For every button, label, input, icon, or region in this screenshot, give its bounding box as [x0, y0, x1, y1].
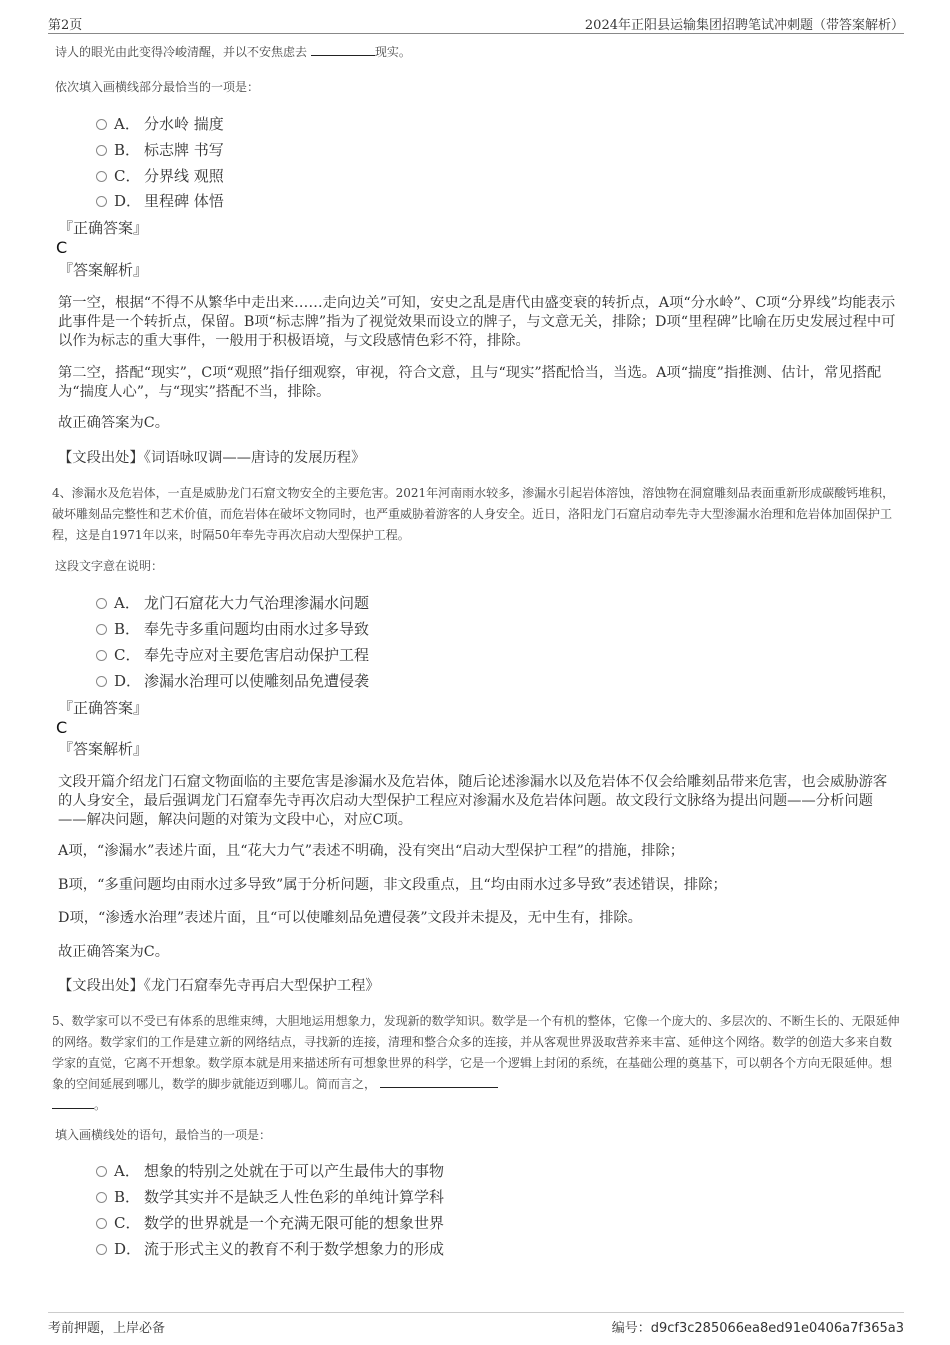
q3-analysis-p1: 第一空，根据“不得不从繁华中走出来……走向边关”可知，安史之乱是唐代由盛变衰的转折点，A项“分水岭”、C项“分界线”均能表示此事件是一个转折点，保留。B项“标志牌”指为了视觉效果而设立的牌子，与文意无关，排除；D项“里程碑”比喻在历史发展过程中可以作为标志的重大事件，一般用于积极语境，与文段感情色彩不符，排除。 [58, 295, 896, 349]
option-letter: C． [114, 646, 141, 664]
q4-analysis-label: 『答案解析』 [58, 740, 149, 758]
q3-option-c[interactable] [96, 165, 224, 187]
q3-source: 【文段出处】《词语咏叹调——唐诗的发展历程》 [58, 450, 366, 466]
q5-option-b[interactable] [96, 1186, 444, 1208]
option-text: 想象的特别之处就在于可以产生最伟大的事物 [144, 1162, 445, 1180]
radio-icon[interactable] [96, 171, 107, 182]
q5-stem [52, 1011, 902, 1116]
q4-instruction: 这段文字意在说明： [55, 559, 164, 573]
code-value: d9cf3c285066ea8ed91e0406a7f365a3 [650, 1321, 904, 1336]
option-letter: D． [114, 192, 142, 210]
option-letter: C． [114, 1214, 141, 1232]
option-letter: A． [114, 115, 140, 133]
q3-stem-text-b: 现实。 [374, 45, 411, 59]
q4-option-b[interactable] [96, 618, 369, 640]
fill-blank [311, 42, 375, 56]
q4-option-a[interactable] [96, 592, 369, 614]
q3-stem-text-a: 诗人的眼光由此变得冷峻清醒，并以不安焦虑去 [55, 45, 308, 59]
page-footer [48, 1312, 904, 1334]
q4-analysis-p5: 故正确答案为C。 [58, 944, 170, 960]
q4-option-d[interactable] [96, 670, 369, 692]
q3-answer-label: 『正确答案』 [58, 219, 149, 237]
option-text: 流于形式主义的教育不利于数学想象力的形成 [144, 1240, 445, 1258]
q3-instruction: 依次填入画横线部分最恰当的一项是： [55, 80, 260, 94]
page-number: 第2页 [48, 18, 83, 33]
q4-source: 【文段出处】《龙门石窟奉先寺再启大型保护工程》 [58, 978, 380, 994]
q3-option-b[interactable] [96, 139, 224, 161]
radio-icon[interactable] [96, 650, 107, 661]
option-letter: A． [114, 594, 140, 612]
radio-icon[interactable] [96, 676, 107, 687]
option-letter: D． [114, 672, 142, 690]
q3-analysis-label: 『答案解析』 [58, 261, 149, 279]
q4-stem: 4、渗漏水及危岩体，一直是威胁龙门石窟文物安全的主要危害。2021年河南雨水较多，渗漏水引起岩体溶蚀，溶蚀物在洞窟雕刻品表面重新形成碳酸钙堆积，破坏雕刻品完整性和艺术价值，而危岩体在破坏文物同时，也严重威胁着游客的人身安全。近日，洛阳龙门石窟启动奉先寺大型渗漏水治理和危岩体加固保护工程，这是自1971年以来，时隔50年奉先寺再次启动大型保护工程。 [52, 486, 895, 542]
page-header [48, 14, 904, 34]
radio-icon[interactable] [96, 1244, 107, 1255]
option-text: 标志牌 书写 [144, 141, 224, 159]
option-text: 龙门石窟花大力气治理渗漏水问题 [144, 594, 370, 612]
option-text: 渗漏水治理可以使雕刻品免遭侵袭 [144, 672, 370, 690]
option-text: 数学其实并不是缺乏人性色彩的单纯计算学科 [144, 1188, 445, 1206]
q4-analysis-p1: 文段开篇介绍龙门石窟文物面临的主要危害是渗漏水及危岩体，随后论述渗漏水以及危岩体不仅会给雕刻品带来危害，也会威胁游客的人身安全，最后强调龙门石窟奉先寺再次启动大型保护工程应对渗漏水及危岩体问题。故文段行文脉络为提出问题——分析问题——解决问题，解决问题的对策为文段中心，对应C项。 [58, 774, 888, 828]
radio-icon[interactable] [96, 145, 107, 156]
option-letter: D． [114, 1240, 142, 1258]
q4-option-c[interactable] [96, 644, 369, 666]
option-text: 数学的世界就是一个充满无限可能的想象世界 [144, 1214, 445, 1232]
footer-slogan: 考前押题，上岸必备 [48, 1321, 166, 1336]
option-text: 奉先寺多重问题均由雨水过多导致 [144, 620, 370, 638]
option-text: 分水岭 揣度 [144, 115, 224, 133]
option-letter: B． [114, 620, 141, 638]
option-letter: B． [114, 141, 141, 159]
q3-analysis-p2: 第二空，搭配“现实”，C项“观照”指仔细观察，审视，符合文意，且与“现实”搭配恰当，当选。A项“揣度”指推测、估计，常见搭配为“揣度人心”，与“现实”搭配不当，排除。 [58, 365, 882, 400]
q3-option-a[interactable] [96, 113, 224, 135]
radio-icon[interactable] [96, 624, 107, 635]
q5-instruction: 填入画横线处的语句，最恰当的一项是： [55, 1128, 272, 1142]
radio-icon[interactable] [96, 196, 107, 207]
fill-blank [52, 1095, 94, 1109]
q4-analysis-p2: A项，“渗漏水”表述片面，且“花大力气”表述不明确，没有突出“启动大型保护工程”的措施，排除； [58, 843, 685, 859]
q4-answer-label: 『正确答案』 [58, 699, 149, 717]
q4-analysis-p4: D项，“渗透水治理”表述片面，且“可以使雕刻品免遭侵袭”文段并未提及，无中生有，排除。 [58, 910, 642, 926]
q5-option-a[interactable] [96, 1160, 444, 1182]
option-letter: B． [114, 1188, 141, 1206]
radio-icon[interactable] [96, 1166, 107, 1177]
code-label: 编号： [611, 1321, 651, 1336]
radio-icon[interactable] [96, 598, 107, 609]
option-letter: A． [114, 1162, 140, 1180]
q5-stem-text: 5、数学家可以不受已有体系的思维束缚，大胆地运用想象力，发现新的数学知识。数学是一个有机的整体，它像一个庞大的、多层次的、不断生长的、无限延伸的网络。数学家们的工作是建立新的网络结点，寻找新的连接，清理和整合众多的连接，并从客观世界汲取营养来丰富、延伸这个网络。数学的创造大多来自数学家的直觉，它离不开想象。数学原本就是用来描述所有可想象世界的科学，它是一个逻辑上封闭的系统，在基础公理的奠基下，可以朝各个方向无限延伸。想象的空间延展到哪儿，数学的脚步就能迈到哪儿。简而言之， [52, 1014, 900, 1091]
option-text: 里程碑 体悟 [144, 192, 224, 210]
option-letter: C． [114, 167, 141, 185]
radio-icon[interactable] [96, 119, 107, 130]
option-text: 分界线 观照 [144, 167, 224, 185]
q5-option-c[interactable] [96, 1212, 444, 1234]
document-code [612, 1317, 904, 1336]
q3-analysis-p3: 故正确答案为C。 [58, 415, 170, 431]
fill-blank [380, 1074, 498, 1088]
q3-option-d[interactable] [96, 190, 224, 212]
q4-analysis-p3: B项，“多重问题均由雨水过多导致”属于分析问题，非文段重点，且“均由雨水过多导致”表述错误，排除； [58, 877, 727, 893]
radio-icon[interactable] [96, 1218, 107, 1229]
q5-stem-end: 。 [94, 1098, 107, 1112]
q3-stem [55, 42, 902, 63]
q3-answer: C [56, 238, 68, 257]
option-text: 奉先寺应对主要危害启动保护工程 [144, 646, 370, 664]
radio-icon[interactable] [96, 1192, 107, 1203]
document-title: 2024年正阳县运输集团招聘笔试冲刺题（带答案解析） [584, 18, 904, 33]
q5-option-d[interactable] [96, 1238, 444, 1260]
q4-answer: C [56, 718, 68, 737]
